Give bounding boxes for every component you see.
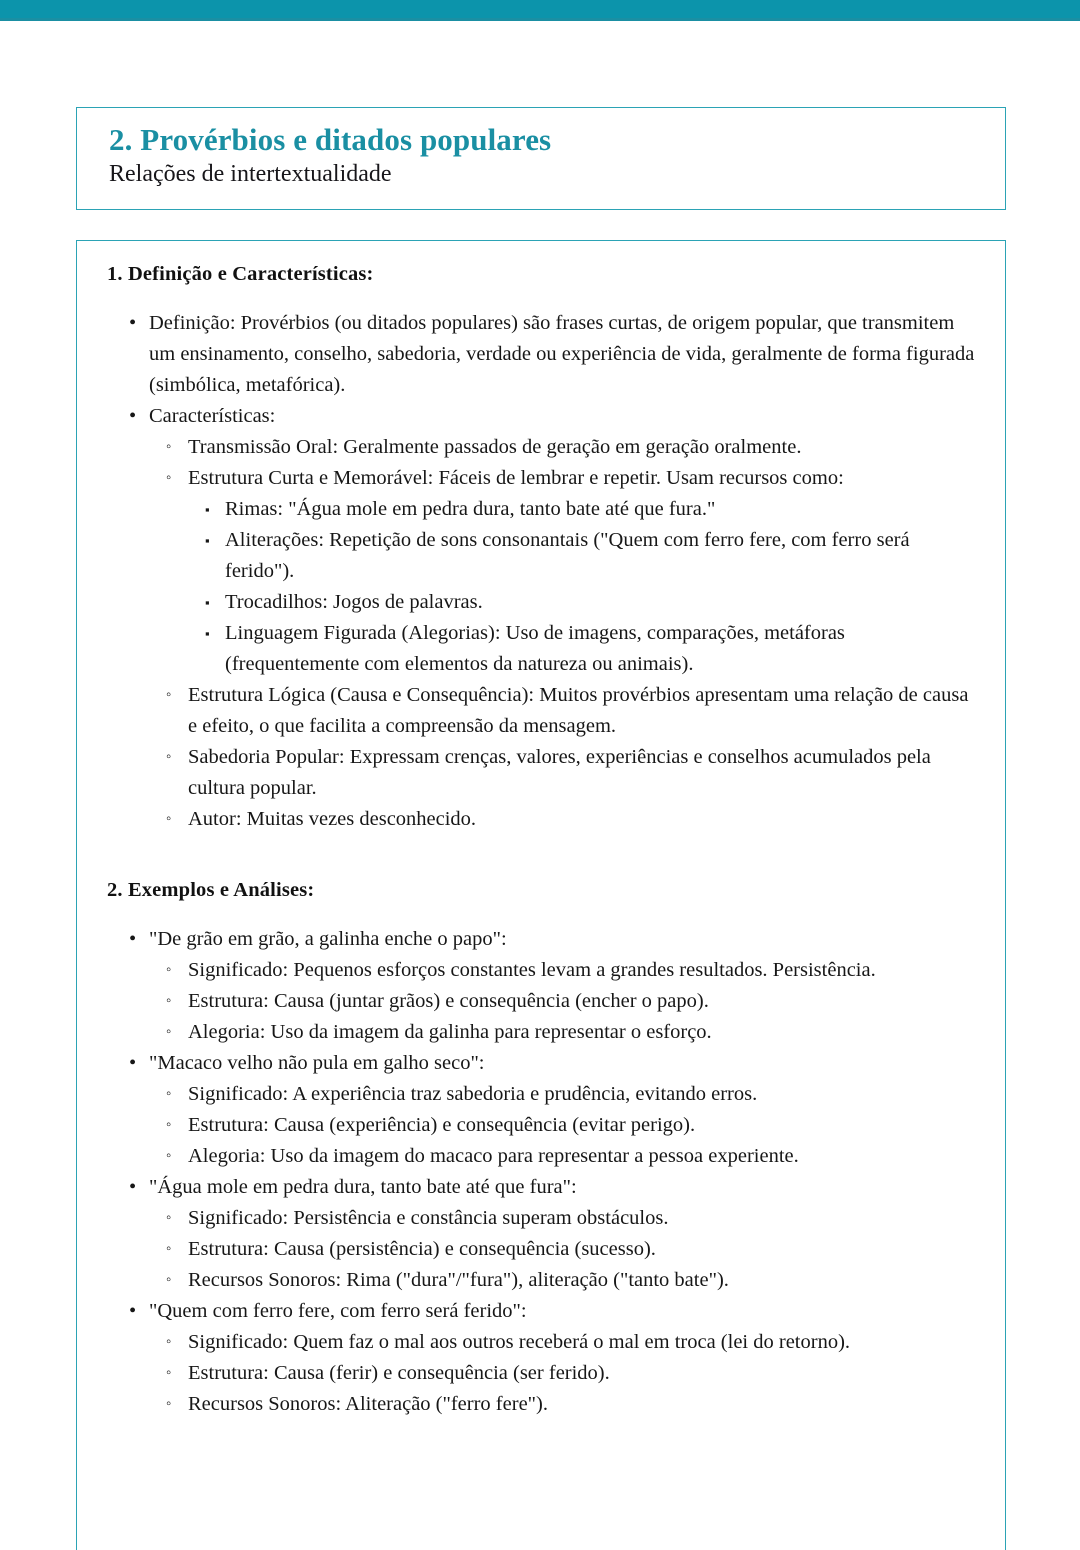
list-item-text: Transmissão Oral: Geralmente passados de geração em geração oralmente. [188,436,802,458]
section-heading: 1. Definição e Características: [107,263,374,285]
content-body [107,263,979,1420]
list-item-text: Estrutura Curta e Memorável: Fáceis de lembrar e repetir. Usam recursos como: [188,467,844,489]
top-accent-band [0,0,1080,18]
bullet-glyph-level-2-icon: ◦ [166,470,172,486]
bullet-glyph-level-1-icon: • [129,1052,137,1074]
title-box [76,107,1006,210]
list-item [149,804,979,835]
bullet-glyph-level-2-icon: ◦ [166,439,172,455]
bullet-glyph-level-2-icon: ◦ [166,1272,172,1288]
page-title: 2. Provérbios e ditados populares [109,122,552,157]
list-item [149,1079,979,1110]
list-item-text: Estrutura: Causa (experiência) e consequência (evitar perigo). [188,1114,696,1136]
list-item-text: Definição: Provérbios (ou ditados populares) são frases curtas, de origem popular, que transmitem um ensinamento, conselho, sabedoria, verdade ou experiência de vida, geralmente de forma figurada (simbólica, metafórica). [149,312,975,396]
list-item [107,1048,979,1172]
list-item-text: Aliterações: Repetição de sons consonantais ("Quem com ferro fere, com ferro será ferido"). [225,529,910,582]
bullet-glyph-level-2-icon: ◦ [166,687,172,703]
list-item-text: Trocadilhos: Jogos de palavras. [225,591,483,613]
list-item [149,432,979,463]
document-page [0,21,1080,1528]
bullet-glyph-level-1-icon: • [129,405,137,427]
list-item [149,1327,979,1358]
list-item-text: Estrutura: Causa (persistência) e consequência (sucesso). [188,1238,656,1260]
list-item-text: Alegoria: Uso da imagem do macaco para representar a pessoa experiente. [188,1145,799,1167]
bullet-glyph-level-2-icon: ◦ [166,1148,172,1164]
list-item [149,1358,979,1389]
list-item-text: Autor: Muitas vezes desconhecido. [188,808,477,830]
bullet-list-level-2 [149,432,979,835]
list-item [107,924,979,1048]
list-item [188,494,979,525]
bullet-glyph-level-3-icon: ▪ [205,595,210,610]
list-item [149,1203,979,1234]
bullet-glyph-level-2-icon: ◦ [166,811,172,827]
bullet-glyph-level-2-icon: ◦ [166,749,172,765]
bullet-list-level-1 [107,924,979,1420]
list-item [107,401,979,835]
list-item-text: Significado: Quem faz o mal aos outros receberá o mal em troca (lei do retorno). [188,1331,851,1353]
bullet-glyph-level-1-icon: • [129,312,137,334]
list-item-text: Estrutura: Causa (juntar grãos) e consequência (encher o papo). [188,990,709,1012]
bullet-glyph-level-1-icon: • [129,928,137,950]
bullet-glyph-level-2-icon: ◦ [166,1365,172,1381]
list-item [149,742,979,804]
list-item-text: "Água mole em pedra dura, tanto bate até que fura": [149,1176,577,1198]
list-item [149,680,979,742]
bullet-glyph-level-1-icon: • [129,1300,137,1322]
list-item [149,1141,979,1172]
list-item [149,463,979,680]
bullet-glyph-level-2-icon: ◦ [166,1241,172,1257]
bullet-glyph-level-2-icon: ◦ [166,1396,172,1412]
bullet-list-level-2 [149,1327,979,1420]
list-item-text: Recursos Sonoros: Rima ("dura"/"fura"), aliteração ("tanto bate"). [188,1269,729,1291]
list-item-text: Estrutura: Causa (ferir) e consequência (ser ferido). [188,1362,610,1384]
list-item [149,986,979,1017]
bullet-glyph-level-2-icon: ◦ [166,993,172,1009]
list-item-text: Recursos Sonoros: Aliteração ("ferro fere"). [188,1393,548,1415]
list-item-text: Significado: Persistência e constância superam obstáculos. [188,1207,669,1229]
bullet-list-level-2 [149,1203,979,1296]
list-item-text: "De grão em grão, a galinha enche o papo": [149,928,507,950]
list-item [107,1296,979,1420]
list-item-text: Alegoria: Uso da imagem da galinha para representar o esforço. [188,1021,712,1043]
section-heading: 2. Exemplos e Análises: [107,879,315,901]
bullet-glyph-level-1-icon: • [129,1176,137,1198]
bullet-glyph-level-3-icon: ▪ [205,502,210,517]
list-item-text: Rimas: "Água mole em pedra dura, tanto bate até que fura." [225,498,716,520]
list-item-text: "Quem com ferro fere, com ferro será ferido": [149,1300,527,1322]
list-item [149,1017,979,1048]
list-item [107,1172,979,1296]
list-item [149,1389,979,1420]
list-item-text: Significado: Pequenos esforços constantes levam a grandes resultados. Persistência. [188,959,876,981]
list-item-text: Significado: A experiência traz sabedoria e prudência, evitando erros. [188,1083,758,1105]
bullet-list-level-2 [149,1079,979,1172]
bullet-glyph-level-2-icon: ◦ [166,1117,172,1133]
list-item [149,1234,979,1265]
bullet-glyph-level-2-icon: ◦ [166,1210,172,1226]
bullet-glyph-level-3-icon: ▪ [205,533,210,548]
page-subtitle: Relações de intertextualidade [109,161,392,187]
list-item [107,308,979,401]
content-box [76,240,1006,1550]
list-item [188,618,979,680]
bullet-glyph-level-2-icon: ◦ [166,1024,172,1040]
list-item [149,1110,979,1141]
bullet-glyph-level-2-icon: ◦ [166,1086,172,1102]
bullet-glyph-level-2-icon: ◦ [166,1334,172,1350]
list-item [188,525,979,587]
list-item-text: Linguagem Figurada (Alegorias): Uso de imagens, comparações, metáforas (frequentemente com elementos da natureza ou animais). [225,622,845,675]
list-item [149,1265,979,1296]
list-item-text: "Macaco velho não pula em galho seco": [149,1052,485,1074]
bullet-list-level-3 [188,494,979,680]
list-item-text: Sabedoria Popular: Expressam crenças, valores, experiências e conselhos acumulados pela cultura popular. [188,746,931,799]
list-item [188,587,979,618]
list-item [149,955,979,986]
bullet-list-level-1 [107,308,979,835]
list-item-text: Estrutura Lógica (Causa e Consequência): Muitos provérbios apresentam uma relação de causa e efeito, o que facilita a compreensão da mensagem. [188,684,969,737]
list-item-text: Características: [149,405,276,427]
bullet-glyph-level-2-icon: ◦ [166,962,172,978]
bullet-glyph-level-3-icon: ▪ [205,626,210,641]
bullet-list-level-2 [149,955,979,1048]
